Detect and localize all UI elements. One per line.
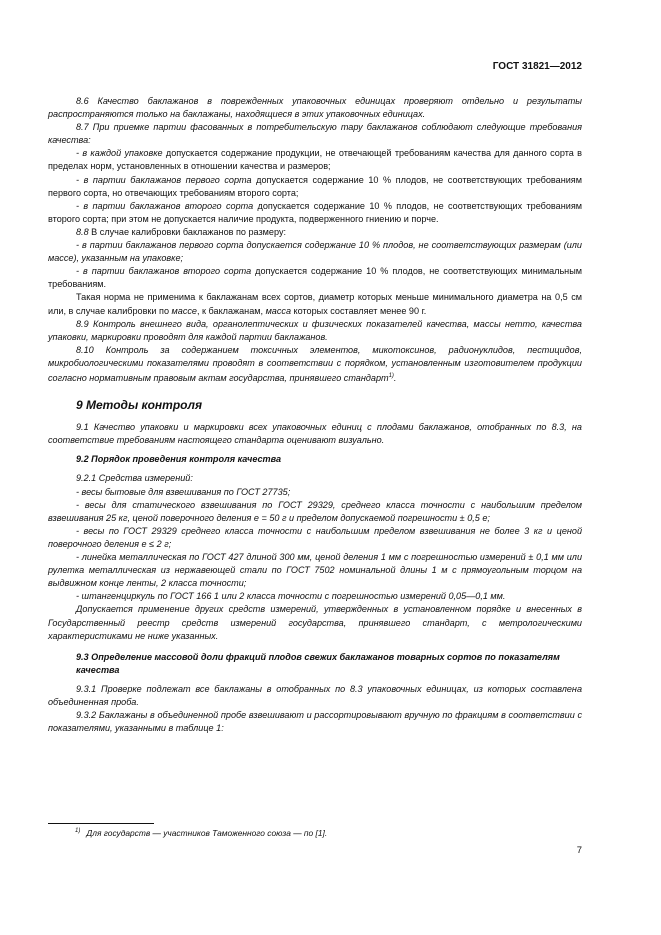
footnote-mark: 1) (75, 828, 81, 835)
clause-text: В случае калибровки баклажанов по размеру: (88, 226, 287, 237)
section-heading-9: 9 Методы контроля (76, 398, 203, 413)
document-header: ГОСТ 31821—2012 (492, 61, 582, 72)
footnote-ref: 1) (388, 372, 394, 379)
paragraph-9-3-2: 9.3.2 Баклажаны в объединенной пробе взвешивают и рассортировывают вручную по фракциям в соответствии с показателями, указанными в таблице 1: (48, 710, 582, 734)
paragraph-8-10 (48, 344, 582, 385)
list-item-lead: - в партии баклажанов первого сорта (76, 174, 252, 185)
paragraph-9-2-1: 9.2.1 Средства измерений: (76, 473, 193, 484)
list-item-9-2-1-e: - штангенциркуль по ГОСТ 166 1 или 2 класса точности с погрешностью измерений 0,05—0,1 мм. (76, 591, 506, 602)
paragraph-9-1: 9.1 Качество упаковки и маркировки всех упаковочных единиц с плодами баклажанов, отобранных по 8.3, на соответствие требованиям настоящего стандарта оценивают визуально. (48, 422, 582, 446)
list-item-9-2-1-a: - весы бытовые для взвешивания по ГОСТ 27735; (76, 486, 291, 497)
paragraph-8-7: 8.7 При приемке партии фасованных в потребительскую тару баклажанов соблюдают следующие требования качества: (48, 122, 582, 146)
text-run: . (393, 373, 397, 383)
footnote-divider (48, 823, 154, 824)
paragraph-8-9: 8.9 Контроль внешнего вида, органолептических и физических показателей качества, массы нетто, качества упаковки, маркировки проводят для каждой партии баклажанов. (48, 318, 582, 342)
list-item-text: допускается содержание 10 % плодов, не соответствующих требованиям второго сорта; при этом не допускается наличие продукта, подверженного гниению и порче. (48, 200, 583, 224)
list-item-text: допускается содержание 10 % плодов, не соответствующих минимальным требованиям. (48, 266, 582, 290)
paragraph-9-2-1-note: Допускается применение других средств измерений, утвержденных в установленном порядке и внесенных в Государственный реестр средств измерений государства, принявшего стандарт, с метрологическими характеристиками не ниже указанных. (48, 604, 582, 641)
text-run: которых составляет менее 90 г. (291, 305, 427, 316)
text-run: Такая норма не применима к баклажанам всех сортов, диаметр которых меньше минимального диаметра на 0,5 см или, в случае калибровки по (48, 292, 582, 316)
paragraph-9-3-1: 9.3.1 Проверке подлежат все баклажаны в отобранных по 8.3 упаковочных единицах, из которых составлена объединенная проба. (48, 683, 582, 707)
list-item-8-7-a (48, 147, 582, 173)
paragraph-8-6: 8.6 Качество баклажанов в поврежденных упаковочных единицах проверяют отдельно и результаты распространяются только на баклажаны, находящиеся в этих упаковочных единицах. (48, 96, 582, 120)
text-run: масса (265, 305, 292, 316)
list-item-lead: - в партии баклажанов второго сорта (76, 200, 254, 211)
list-item-9-2-1-c: - весы по ГОСТ 29329 среднего класса точности с наибольшим пределом взвешивания не более 3 кг и ценой поверочного деления е ≤ 2 г; (48, 525, 582, 549)
clause-number: 8.8 (76, 226, 89, 237)
list-item-text: допускается содержание продукции, не отвечающей требованиям качества для данного сорта в пределах норм, установленных в отношении качества и размеров; (48, 148, 582, 172)
text-run: массе (171, 305, 197, 316)
list-item-lead: - в партии баклажанов второго сорта (76, 266, 252, 277)
list-item-9-2-1-b: - весы для статического взвешивания по ГОСТ 29329, среднего класса точности с наибольшим пределом взвешивания 25 кг, ценой поверочного деления е = 50 г и пределом допускаемой погрешности ± 0,5 е; (48, 499, 582, 523)
document-body (48, 95, 582, 735)
list-item-8-7-c (48, 200, 582, 226)
paragraph-8-8-note (48, 291, 582, 317)
list-item-8-8-b (48, 265, 582, 291)
list-item-8-8-a: - в партии баклажанов первого сорта допускается содержание 10 % плодов, не соответствующих размерам (или массе), указанным на упаковке; (48, 240, 582, 264)
text-run: 8.10 Контроль за содержанием токсичных элементов, микотоксинов, радионуклидов, пестицидов, микробиологическими показателями проводят в соответствии с порядком, установленным изготовителем продукции согласно нормативным правовым актам государства, принявшего стандарт (48, 344, 582, 383)
list-item-8-7-b (48, 174, 582, 200)
text-run: , к баклажанам, (196, 305, 266, 316)
list-item-lead: - в каждой упаковке (76, 148, 163, 159)
footnote (75, 828, 327, 838)
list-item-9-2-1-d: - линейка металлическая по ГОСТ 427 длиной 300 мм, ценой деления 1 мм с погрешностью измерений ± 0,1 мм или рулетка металлическая из нержавеющей стали по ГОСТ 7502 номинальной длины 1 м с прямоугольным торцом на выдвижном конце ленты, 2 класса точности; (48, 552, 582, 589)
subsection-heading-9-3: 9.3 Определение массовой доли фракций плодов свежих баклажанов товарных сортов по показателям качества (76, 651, 560, 675)
subsection-heading-9-2: 9.2 Порядок проведения контроля качества (76, 454, 282, 465)
footnote-text: Для государств — участников Таможенного союза — по [1]. (86, 828, 328, 838)
list-item-text: допускается содержание 10 % плодов, не соответствующих требованиям первого сорта, но отвечающих требованиям второго сорта; (48, 174, 582, 198)
paragraph-8-8 (48, 226, 582, 239)
page-number: 7 (576, 845, 582, 856)
